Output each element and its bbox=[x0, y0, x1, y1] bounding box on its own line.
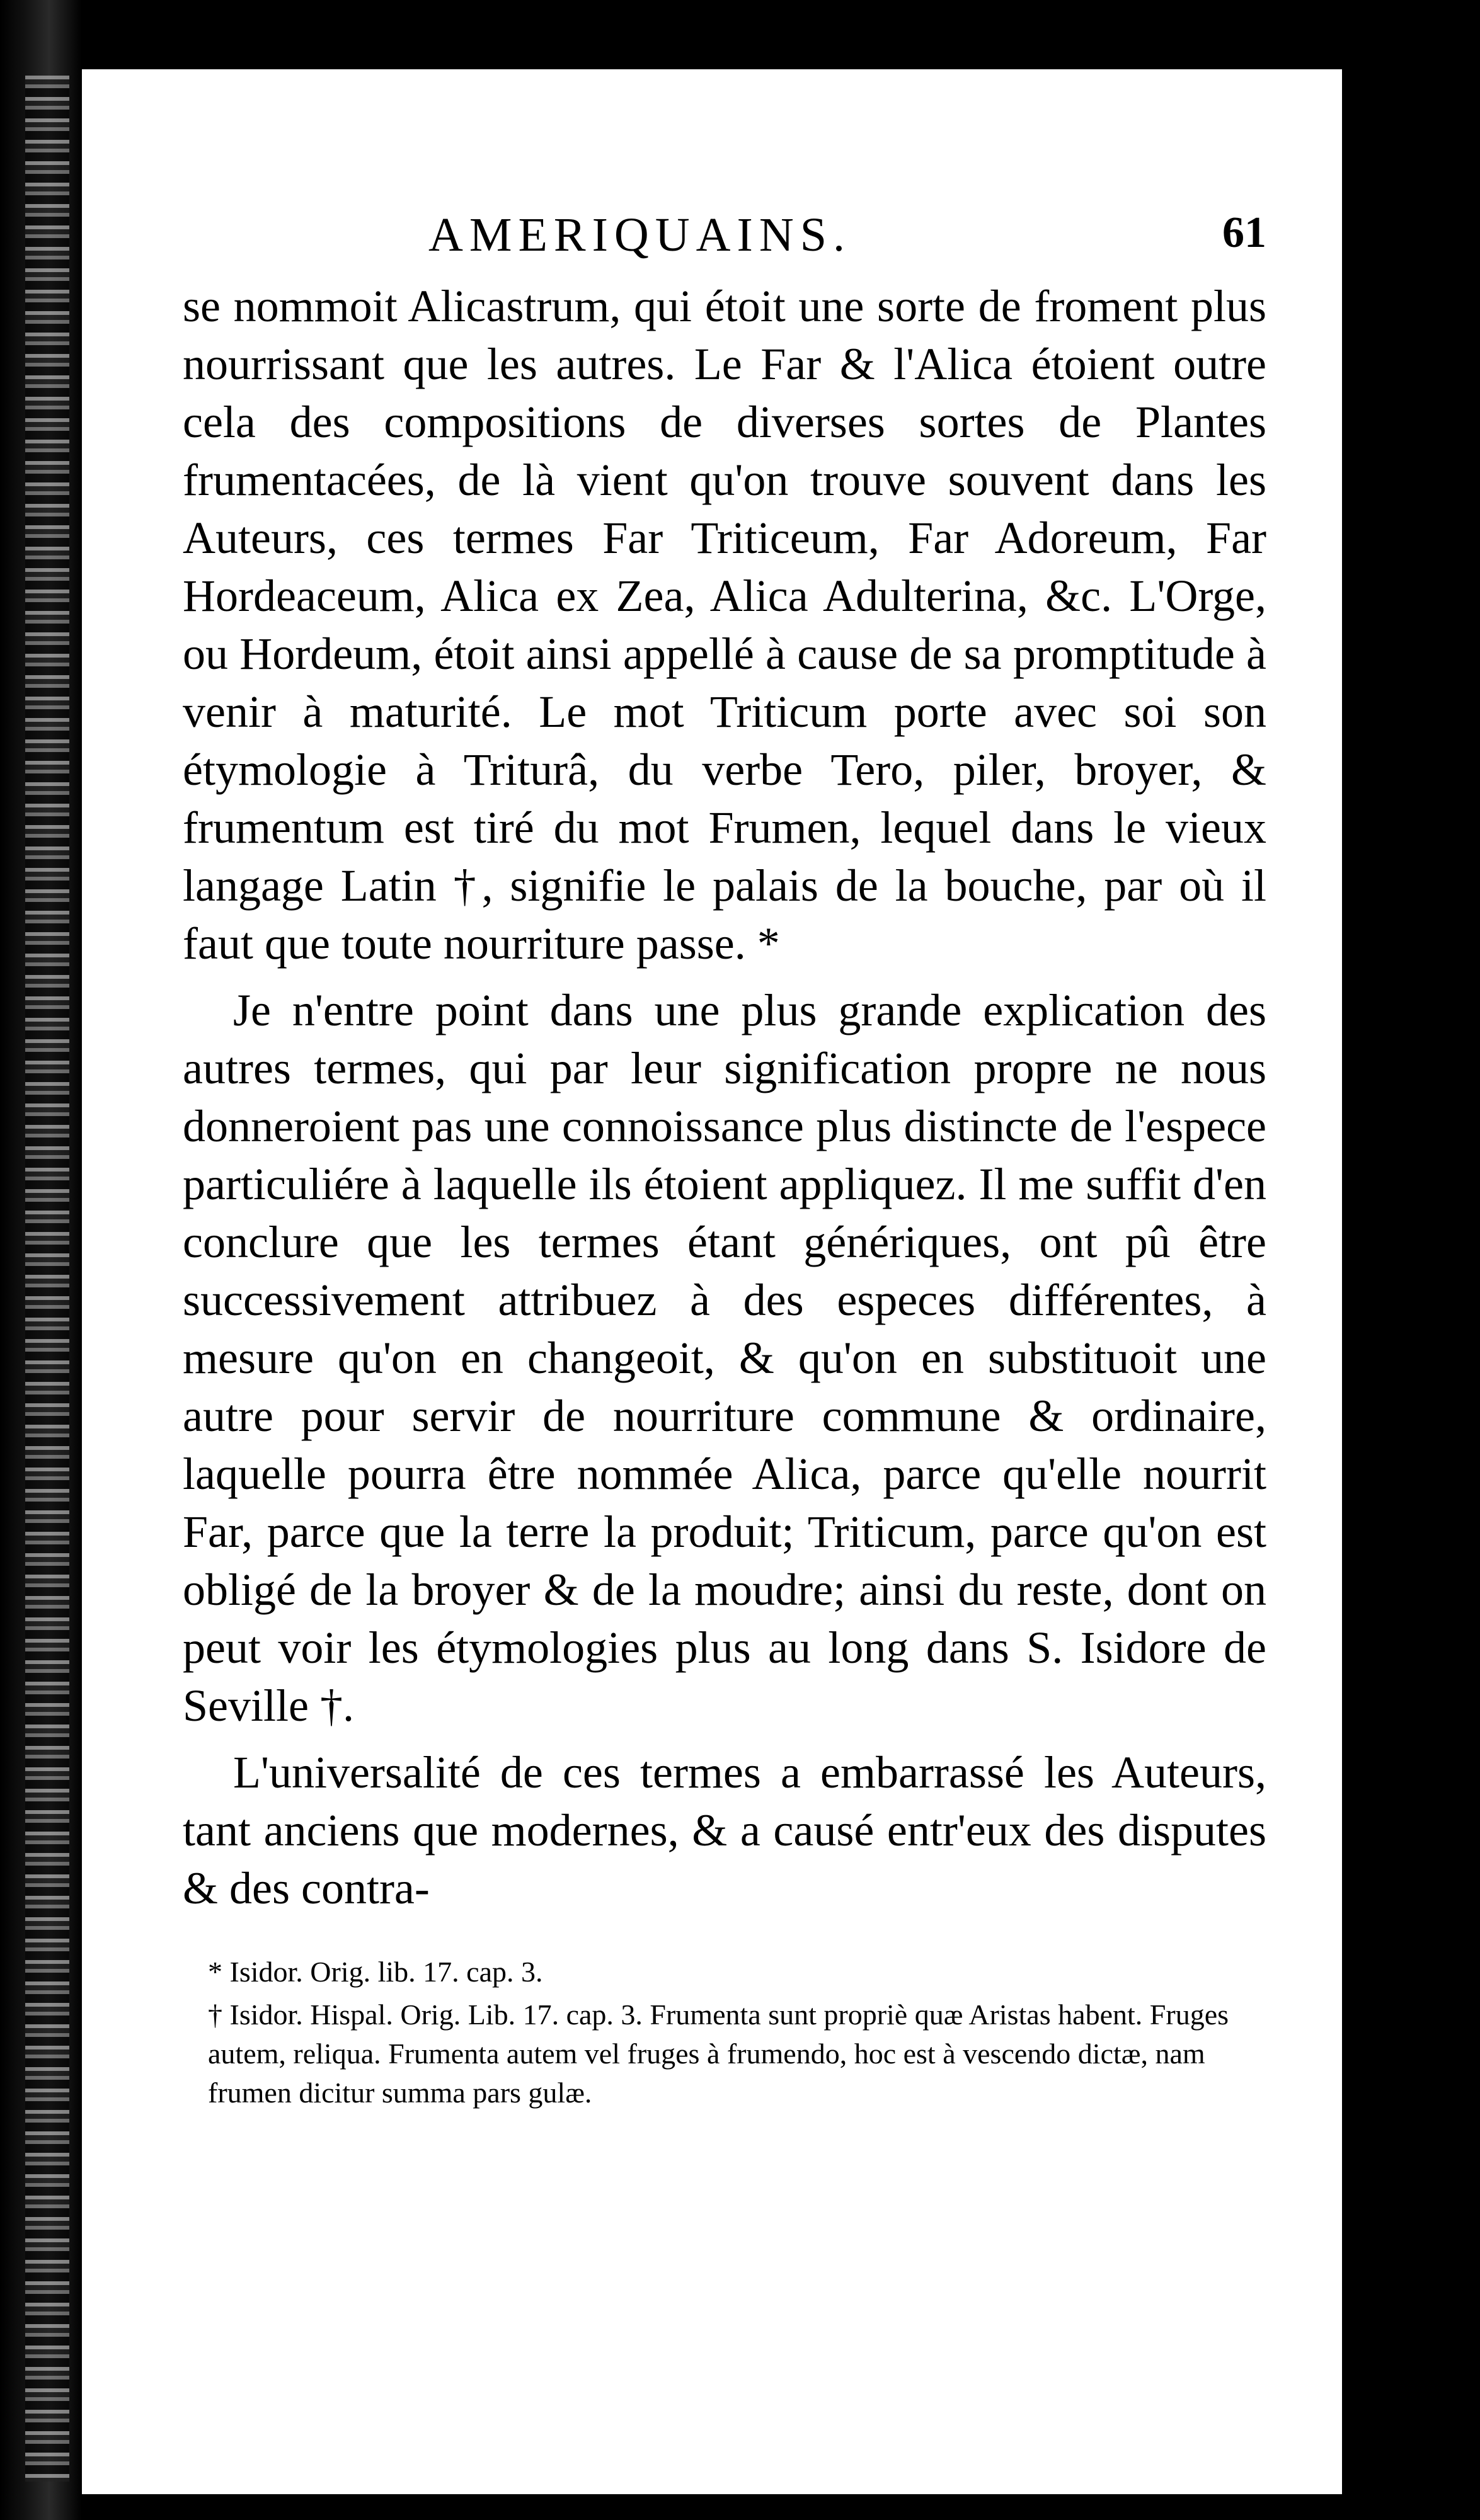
footnote-1: * Isidor. Orig. lib. 17. cap. 3. bbox=[208, 1956, 543, 1988]
paragraph-2: Je n'entre point dans une plus grande explication des autres termes, qui par leur signification propre ne nous donneroient pas une connoissance plus distincte de l'espece particuliére à laquelle ils étoient appliquez. Il me suffit d'en conclure que les termes étant génériques, ont pû être successivement attribuez à des especes différentes, à mesure qu'on en changeoit, & qu'on en substituoit une autre pour servir de nourriture commune & ordinaire, laquelle pourra être nommée Alica, parce qu'elle nourrit Far, parce que la terre la produit; Triticum, parce qu'on est obligé de la broyer & de la moudre; ainsi du reste, dont on peut voir les étymologies plus au long dans S. Isidore de Seville †. bbox=[183, 985, 1266, 1731]
running-head bbox=[183, 208, 1266, 277]
footnote-2: † Isidor. Hispal. Orig. Lib. 17. cap. 3. Frumenta sunt propriè quæ Aristas habent. Fruges autem, reliqua. Frumenta autem vel fruges à frumendo, hoc est à vescendo dictæ, nam frumen dicitur summa pars gulæ. bbox=[208, 1998, 1229, 2109]
scan-border-right bbox=[1342, 0, 1480, 2520]
body-text bbox=[183, 277, 1266, 1917]
paragraph-1: se nommoit Alicastrum, qui étoit une sorte de froment plus nourrissant que les autres. Le Far & l'Alica étoient outre cela des compositions de diverses sortes de Plantes frumentacées, de là vient qu'on trouve souvent dans les Auteurs, ces termes Far Triticeum, Far Adoreum, Far Hordeaceum, Alica ex Zea, Alica Adulterina, &c. L'Orge, ou Hordeum, étoit ainsi appellé à cause de sa promptitude à venir à maturité. Le mot Triticum porte avec soi son étymologie à Triturâ, du verbe Tero, piler, broyer, & frumentum est tiré du mot Frumen, lequel dans le vieux langage Latin †, signifie le palais de la bouche, par où il faut que toute nourriture passe. * bbox=[183, 281, 1266, 969]
adjacent-page-edge bbox=[25, 76, 69, 2482]
paragraph-3: L'universalité de ces termes a embarrassé les Auteurs, tant anciens que modernes, & a causé entr'eux des disputes & des contra- bbox=[183, 1747, 1266, 1913]
page-number: 61 bbox=[1222, 208, 1266, 257]
page-content bbox=[183, 208, 1266, 2116]
running-title: AMERIQUAINS. bbox=[428, 208, 851, 261]
book-page bbox=[82, 69, 1342, 2494]
footnotes bbox=[183, 1953, 1266, 2112]
